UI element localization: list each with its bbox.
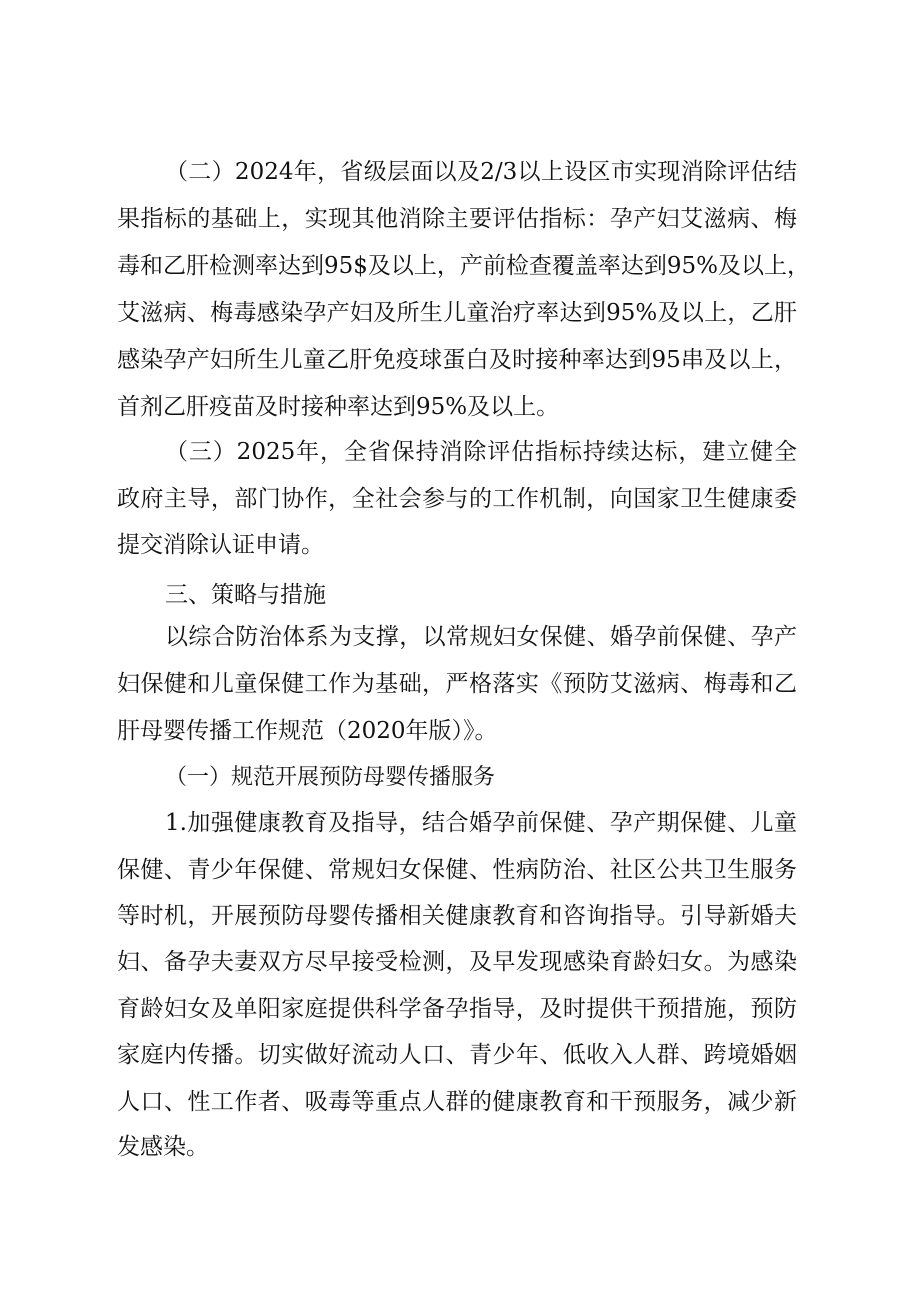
section-heading: 三、策略与措施 [165, 582, 326, 608]
item-1-line-5: 育龄妇女及单阳家庭提供科学备孕指导，及时提供干预措施，预防 [117, 996, 797, 1022]
item-1-line-6: 家庭内传播。切实做好流动人口、青少年、低收入人群、跨境婚姻 [117, 1042, 797, 1068]
item-1-line-1: 1.加强健康教育及指导，结合婚孕前保健、孕产期保健、儿童 [165, 810, 797, 836]
item-1-line-4: 妇、备孕夫妻双方尽早接受检测，及早发现感染育龄妇女。为感染 [117, 949, 797, 975]
item-1-line-8: 发感染。 [117, 1134, 209, 1160]
paragraph-2-line-2: 果指标的基础上，实现其他消除主要评估指标：孕产妇艾滋病、梅 [117, 206, 797, 232]
paragraph-2-line-3: 毒和乙肝检测率达到95$及以上，产前检查覆盖率达到95%及以上， [117, 253, 811, 279]
paragraph-3-line-2: 政府主导，部门协作，全社会参与的工作机制，向国家卫生健康委 [117, 486, 797, 512]
item-1-line-3: 等时机，开展预防母婴传播相关健康教育和咨询指导。引导新婚夫 [117, 903, 797, 929]
paragraph-2-line-4: 艾滋病、梅毒感染孕产妇及所生儿童治疗率达到95%及以上，乙肝 [117, 300, 797, 326]
item-1-line-7: 人口、性工作者、吸毒等重点人群的健康教育和干预服务，减少新 [117, 1089, 797, 1115]
paragraph-3-line-3: 提交消除认证申请。 [117, 532, 324, 558]
item-1-line-2: 保健、青少年保健、常规妇女保健、性病防治、社区公共卫生服务 [117, 857, 797, 883]
subsection-heading: （一）规范开展预防母婴传播服务 [165, 765, 496, 790]
paragraph-2-line-6: 首剂乙肝疫苗及时接种率达到95%及以上。 [117, 394, 560, 420]
paragraph-2-line-5: 感染孕产妇所生儿童乙肝免疫球蛋白及时接种率达到95串及以上， [117, 347, 797, 373]
intro-line-3: 肝母婴传播工作规范（2020年版）》。 [117, 718, 498, 744]
paragraph-2-line-1: （二）2024年，省级层面以及2/3以上设区市实现消除评估结 [165, 159, 797, 185]
intro-line-1: 以综合防治体系为支撑，以常规妇女保健、婚孕前保健、孕产 [165, 624, 797, 650]
intro-line-2: 妇保健和儿童保健工作为基础，严格落实《预防艾滋病、梅毒和乙 [117, 671, 797, 697]
paragraph-3-line-1: （三）2025年，全省保持消除评估指标持续达标，建立健全 [165, 439, 797, 465]
